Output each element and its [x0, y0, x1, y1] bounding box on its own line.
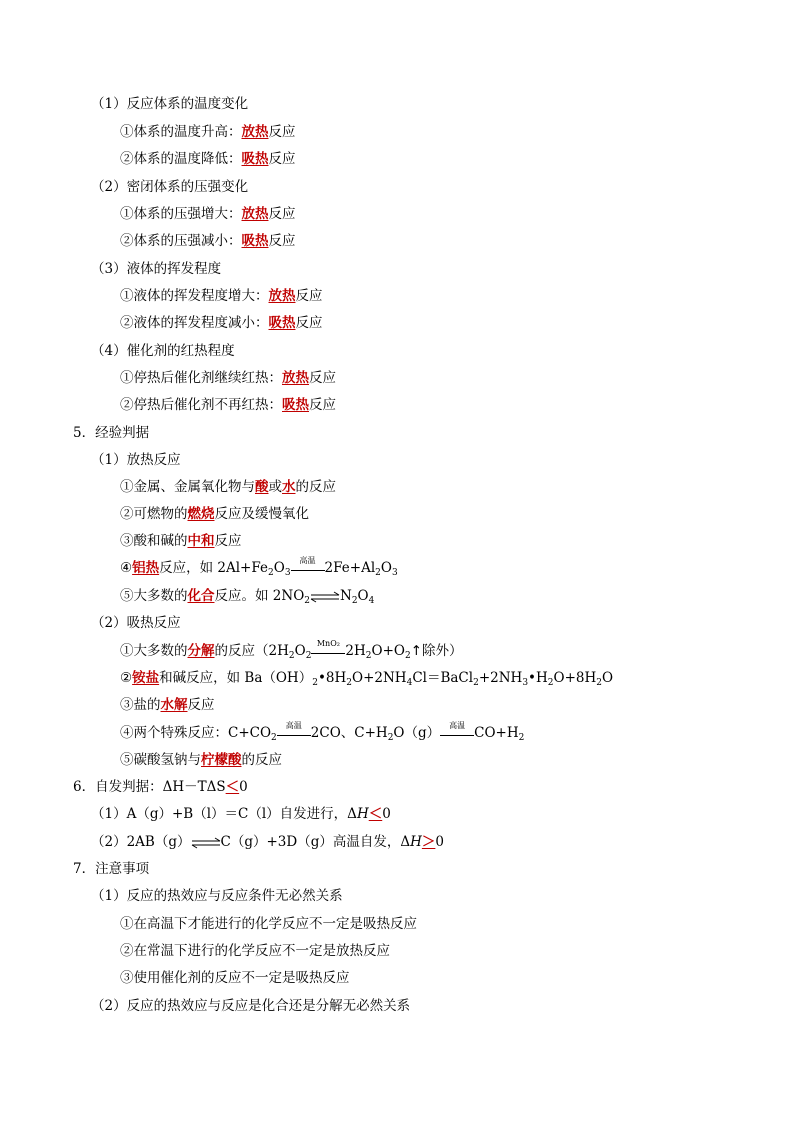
item-pressure-down: ②体系的压强减小：吸热反应 [120, 233, 296, 249]
reaction-condition-arrow: 高温 [277, 724, 311, 744]
gas-arrow-icon: ↑ [410, 643, 423, 659]
item-temp-fall: ②体系的温度降低：吸热反应 [120, 151, 296, 167]
heading-pressure: （2）密闭体系的压强变化 [91, 179, 249, 195]
spontaneity-example-1: （1）A（g）+B（l）＝C（l）自发进行，ΔH＜0 [91, 806, 391, 822]
endo-item-3: ③盐的水解反应 [120, 697, 215, 713]
exo-item-4: ④铝热反应，如 $2Al+Fe_2O_3$ 高温 $2Fe+Al_2O_3$ [120, 555, 398, 578]
reaction-condition-arrow: 高温 [440, 724, 474, 744]
exo-item-2: ②可燃物的燃烧反应及缓慢氧化 [120, 506, 309, 522]
reaction-condition-arrow: 高温 [291, 559, 325, 579]
item-catalyst-noglow: ②停热后催化剂不再红热：吸热反应 [120, 397, 336, 413]
note-item-3: ③使用催化剂的反应不一定是吸热反应 [120, 970, 350, 986]
item-pressure-up: ①体系的压强增大：放热反应 [120, 206, 296, 222]
heading-volatility: （3）液体的挥发程度 [91, 261, 222, 277]
heading-exothermic: （1）放热反应 [91, 452, 181, 468]
equilibrium-arrow-icon [191, 837, 221, 849]
heading-temperature: （1）反应体系的温度变化 [91, 96, 249, 112]
note-item-1: ①在高温下才能进行的化学反应不一定是吸热反应 [120, 916, 417, 932]
section-7-title: 7．注意事项 [73, 861, 150, 877]
equilibrium-arrow-icon [310, 591, 340, 603]
item-volatility-down: ②液体的挥发程度减小：吸热反应 [120, 315, 323, 331]
endo-item-2: ②铵盐和碱反应，如 $Ba(OH)_2•8H_2O+2NH_4Cl=BaCl_2+2NH_3•H_2O+8H_2O$ [120, 670, 614, 688]
exo-item-5: ⑤大多数的化合反应。如 $2NO_2$ $N_2O_4$ [120, 588, 375, 606]
endo-item-5: ⑤碳酸氢钠与柠檬酸的反应 [120, 752, 282, 768]
item-volatility-up: ①液体的挥发程度增大：放热反应 [120, 288, 323, 304]
note-item-2: ②在常温下进行的化学反应不一定是放热反应 [120, 943, 390, 959]
section-5-title: 5．经验判据 [73, 425, 150, 441]
section-6-title: 6．自发判据：ΔH－TΔS＜0 [73, 779, 248, 795]
item-temp-rise: ①体系的温度升高：放热反应 [120, 124, 296, 140]
endo-item-1: ①大多数的分解的反应（$2H_2O_2$ MnO₂ $2H_2O+O_2↑$除外） [120, 638, 463, 661]
exo-item-1: ①金属、金属氧化物与酸或水的反应 [120, 479, 336, 495]
heading-endothermic: （2）吸热反应 [91, 615, 181, 631]
exo-item-3: ③酸和碱的中和反应 [120, 533, 242, 549]
endo-item-4: ④两个特殊反应：$C+CO_2$ 高温 2CO、$C+H_2O(g)$ 高温 $CO+H_2$ [120, 720, 525, 743]
heading-note-conditions: （1）反应的热效应与反应条件无必然关系 [91, 888, 343, 904]
reaction-condition-arrow: MnO₂ [311, 642, 345, 662]
spontaneity-example-2: （2）2AB（g） C（g）+3D（g）高温自发，ΔH＞0 [91, 834, 444, 850]
item-catalyst-glow: ①停热后催化剂继续红热：放热反应 [120, 370, 336, 386]
heading-note-type: （2）反应的热效应与反应是化合还是分解无必然关系 [91, 998, 411, 1014]
heading-catalyst: （4）催化剂的红热程度 [91, 343, 235, 359]
